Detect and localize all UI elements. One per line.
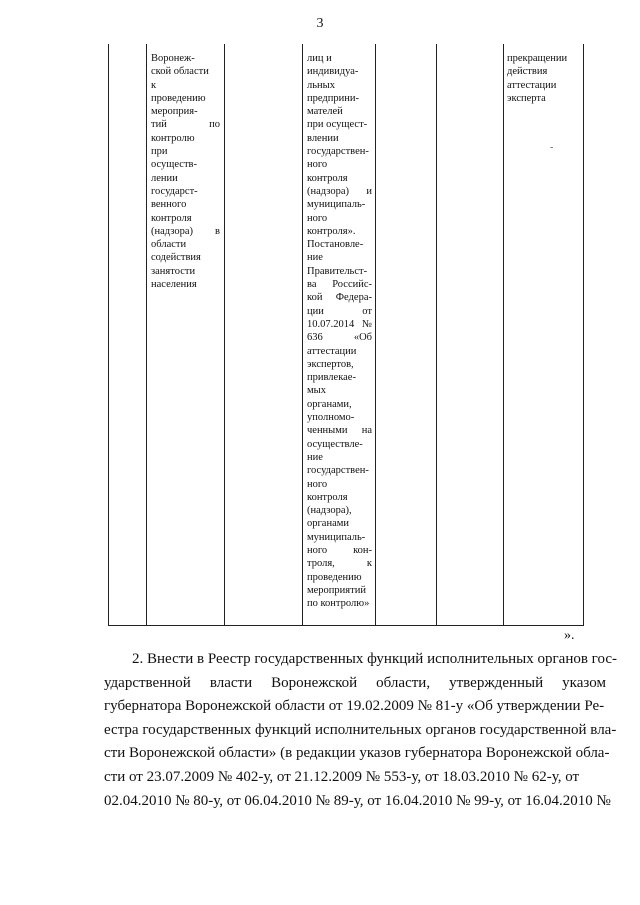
cell-line: государст-	[151, 185, 198, 197]
cell-line: венного	[151, 199, 187, 211]
paragraph-line: сти от 23.07.2009 № 402-у, от 21.12.2009 № 553-у, от 18.03.2010 № 62-у, от	[104, 768, 580, 785]
cell-line: контроля».	[307, 225, 356, 237]
cell-line: мероприя-	[151, 106, 198, 118]
table-border-right	[583, 44, 584, 626]
cell-line: кой Федера-	[307, 292, 372, 304]
closing-quote-mark: ».	[564, 628, 575, 643]
cell-line: муниципаль-	[307, 199, 366, 211]
page-number: 3	[316, 16, 324, 31]
cell-line: (надзора),	[307, 505, 352, 517]
cell-line: ного кон-	[307, 544, 372, 556]
cell-line: троля, к	[307, 558, 372, 570]
column-divider	[375, 44, 376, 626]
paragraph-line: естра государственных функций исполнительных органов государственной вла-	[104, 721, 617, 738]
cell-line: органами	[307, 518, 350, 530]
cell-line: льных	[307, 79, 335, 91]
cell-line: по контролю»	[307, 598, 370, 610]
cell-line: муниципаль-	[307, 531, 366, 543]
table-cell-legal-basis	[307, 52, 372, 610]
cell-line: действия	[507, 66, 548, 78]
paragraph-item-2	[104, 648, 617, 813]
column-divider	[302, 44, 303, 626]
cell-line: (надзора) и	[307, 185, 372, 197]
cell-line: привлекае-	[307, 372, 356, 384]
cell-line: уполномо-	[307, 412, 355, 424]
column-divider	[146, 44, 147, 626]
cell-line: области	[151, 239, 187, 251]
paragraph-line: ударственной власти Воронежской области, утвержденный указом	[104, 674, 606, 691]
cell-line: при	[151, 146, 168, 158]
cell-line: Воронеж-	[151, 53, 195, 64]
cell-line: мероприятий	[307, 584, 366, 596]
cell-line: эксперта	[507, 92, 546, 104]
cell-line: мых	[307, 385, 326, 397]
cell-line: 10.07.2014 №	[307, 318, 372, 330]
cell-line: мателей	[307, 106, 343, 118]
cell-line: содействия	[151, 252, 201, 264]
cell-line: контролю	[151, 132, 195, 144]
cell-line: государствен-	[307, 465, 369, 477]
cell-line: контроля	[307, 172, 348, 184]
cell-line: осуществ-	[151, 159, 197, 171]
cell-line: индивидуа-	[307, 66, 359, 78]
cell-line: контроля	[307, 491, 348, 503]
paragraph-line: 02.04.2010 № 80-у, от 06.04.2010 № 89-у, от 16.04.2010 № 99-у, от 16.04.2010 №	[104, 792, 611, 809]
cell-line: Постановле-	[307, 239, 364, 251]
cell-line: к	[151, 79, 157, 91]
paragraph-line: губернатора Воронежской области от 19.02.2009 № 81-у «Об утверждении Ре-	[104, 698, 605, 715]
cell-line: лении	[151, 172, 178, 184]
cell-line: органами,	[307, 398, 352, 410]
cell-line: аттестации	[507, 79, 557, 91]
cell-line: предприни-	[307, 92, 359, 104]
registry-table	[108, 44, 584, 626]
cell-line: тий по	[151, 119, 220, 131]
cell-line: (надзора) в	[151, 225, 220, 237]
cell-line: населения	[151, 279, 197, 291]
column-divider	[436, 44, 437, 626]
cell-line: экспертов,	[307, 358, 354, 370]
cell-line: 636 «Об	[307, 332, 372, 344]
paragraph-line: сти Воронежской области» (в редакции указов губернатора Воронежской обла-	[104, 745, 610, 762]
cell-line: лиц и	[307, 53, 332, 64]
table-cell-authority	[151, 52, 220, 291]
cell-line: государствен-	[307, 146, 369, 158]
cell-line: ние	[307, 252, 323, 264]
cell-line: прекращении	[507, 53, 568, 64]
column-divider	[224, 44, 225, 626]
table-cell-result	[507, 52, 581, 105]
cell-line: влении	[307, 132, 339, 144]
cell-line: ного	[307, 212, 328, 224]
cell-line: ние	[307, 451, 323, 463]
table-border-left	[108, 44, 109, 626]
cell-line: аттестации	[307, 345, 357, 357]
paragraph-line: 2. Внести в Реестр государственных функций исполнительных органов гос-	[132, 651, 617, 667]
cell-line: ного	[307, 159, 328, 171]
cell-line: ченными на	[307, 425, 372, 437]
cell-line: осуществле-	[307, 438, 363, 450]
cell-line: проведению	[307, 571, 362, 583]
column-divider	[503, 44, 504, 626]
cell-line: ного	[307, 478, 328, 490]
cell-line: при осущест-	[307, 119, 368, 131]
table-border-bottom	[108, 625, 584, 626]
cell-line: занятости	[151, 265, 196, 277]
stray-dash-mark: -	[550, 142, 554, 153]
cell-line: ской области	[151, 66, 209, 78]
cell-line: проведению	[151, 92, 206, 104]
cell-line: ва Российс-	[307, 279, 372, 291]
cell-line: ции от	[307, 305, 372, 317]
cell-line: Правительст-	[307, 265, 368, 277]
cell-line: контроля	[151, 212, 192, 224]
